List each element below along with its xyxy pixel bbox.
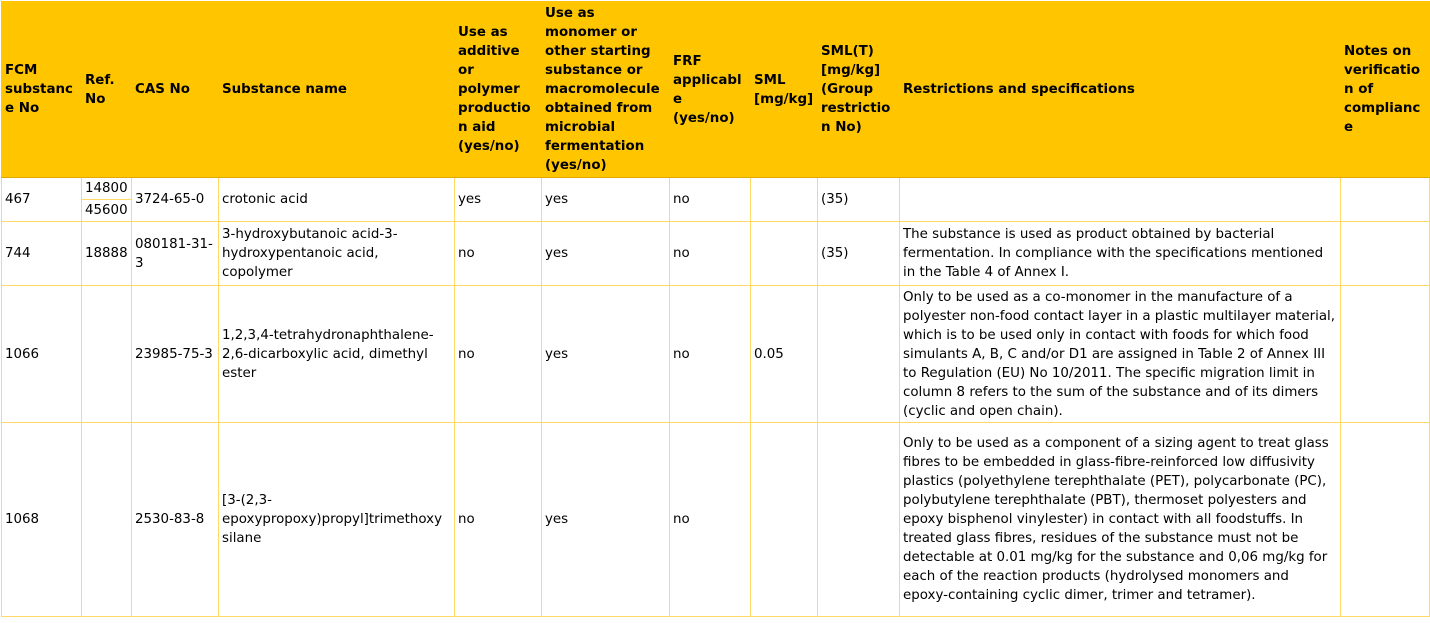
- cell-frf: no: [670, 286, 751, 423]
- header-restrictions: Restrictions and specifications: [900, 2, 1341, 178]
- cell-cas: 3724-65-0: [132, 178, 219, 222]
- cell-fcm: 744: [2, 222, 82, 286]
- cell-frf: no: [670, 178, 751, 222]
- cell-restrictions: [900, 178, 1341, 222]
- cell-fcm: 1066: [2, 286, 82, 423]
- table-row: [2, 286, 1430, 423]
- cell-cas: 080181-31-3: [132, 222, 219, 286]
- header-ref: Ref. No: [82, 2, 132, 178]
- cell-notes: [1341, 178, 1430, 222]
- cell-fcm: 467: [2, 178, 82, 222]
- cell-name: crotonic acid: [219, 178, 455, 222]
- substances-table: [1, 1, 1430, 617]
- cell-restrictions: The substance is used as product obtained by bacterial fermentation. In compliance with the specifications mentioned in the Table 4 of Annex I.: [900, 222, 1341, 286]
- header-cas: CAS No: [132, 2, 219, 178]
- header-row: [2, 2, 1430, 178]
- cell-additive: no: [455, 423, 542, 617]
- header-monomer: Use as monomer or other starting substance or macromolecule obtained from microbial fermentation (yes/no): [542, 2, 670, 178]
- table-row: [2, 423, 1430, 617]
- cell-additive: no: [455, 286, 542, 423]
- cell-frf: no: [670, 222, 751, 286]
- cell-smlt: [818, 423, 900, 617]
- cell-frf: no: [670, 423, 751, 617]
- cell-additive: yes: [455, 178, 542, 222]
- cell-sml: [751, 222, 818, 286]
- header-additive: Use as additive or polymer production aid (yes/no): [455, 2, 542, 178]
- cell-smlt: [818, 286, 900, 423]
- cell-ref: [82, 286, 132, 423]
- header-fcm: FCM substance No: [2, 2, 82, 178]
- table-row: [2, 222, 1430, 286]
- cell-restrictions: Only to be used as a co-monomer in the manufacture of a polyester non-food contact layer in a plastic multilayer material, which is to be used only in contact with foods for which food simulants A, B, C and/or D1 are assigned in Table 2 of Annex III to Regulation (EU) No 10/2011. The specific migration limit in column 8 refers to the sum of the substance and of its dimers (cyclic and open chain).: [900, 286, 1341, 423]
- cell-ref: 14800: [82, 178, 132, 200]
- header-name: Substance name: [219, 2, 455, 178]
- cell-notes: [1341, 286, 1430, 423]
- cell-monomer: yes: [542, 178, 670, 222]
- cell-notes: [1341, 423, 1430, 617]
- cell-sml: [751, 178, 818, 222]
- header-notes: Notes on verification of compliance: [1341, 2, 1430, 178]
- cell-monomer: yes: [542, 222, 670, 286]
- cell-restrictions: Only to be used as a component of a sizing agent to treat glass fibres to be embedded in glass-fibre-reinforced low diffusivity plastics (polyethylene terephthalate (PET), polycarbonate (PC), polybutylene terephthalate (PBT), thermoset polyesters and epoxy bisphenol vinylester) in contact with all foodstuffs. In treated glass fibres, residues of the substance must not be detectable at 0.01 mg/kg for the substance and 0,06 mg/kg for each of the reaction products (hydrolysed monomers and epoxy-containing cyclic dimer, trimer and tetramer).: [900, 423, 1341, 617]
- cell-smlt: (35): [818, 222, 900, 286]
- cell-additive: no: [455, 222, 542, 286]
- cell-ref: 18888: [82, 222, 132, 286]
- cell-sml: 0.05: [751, 286, 818, 423]
- cell-name: 1,2,3,4-tetrahydronaphthalene-2,6-dicarboxylic acid, dimethyl ester: [219, 286, 455, 423]
- cell-cas: 2530-83-8: [132, 423, 219, 617]
- header-smlt: SML(T) [mg/kg] (Group restriction No): [818, 2, 900, 178]
- cell-monomer: yes: [542, 423, 670, 617]
- header-sml: SML [mg/kg]: [751, 2, 818, 178]
- cell-sml: [751, 423, 818, 617]
- header-frf: FRF applicable (yes/no): [670, 2, 751, 178]
- cell-monomer: yes: [542, 286, 670, 423]
- cell-cas: 23985-75-3: [132, 286, 219, 423]
- cell-name: 3-hydroxybutanoic acid-3-hydroxypentanoic acid, copolymer: [219, 222, 455, 286]
- cell-fcm: 1068: [2, 423, 82, 617]
- cell-notes: [1341, 222, 1430, 286]
- cell-name: [3-(2,3-epoxypropoxy)propyl]trimethoxy silane: [219, 423, 455, 617]
- table-row: [2, 178, 1430, 200]
- cell-ref: [82, 423, 132, 617]
- cell-smlt: (35): [818, 178, 900, 222]
- cell-ref: 45600: [82, 200, 132, 222]
